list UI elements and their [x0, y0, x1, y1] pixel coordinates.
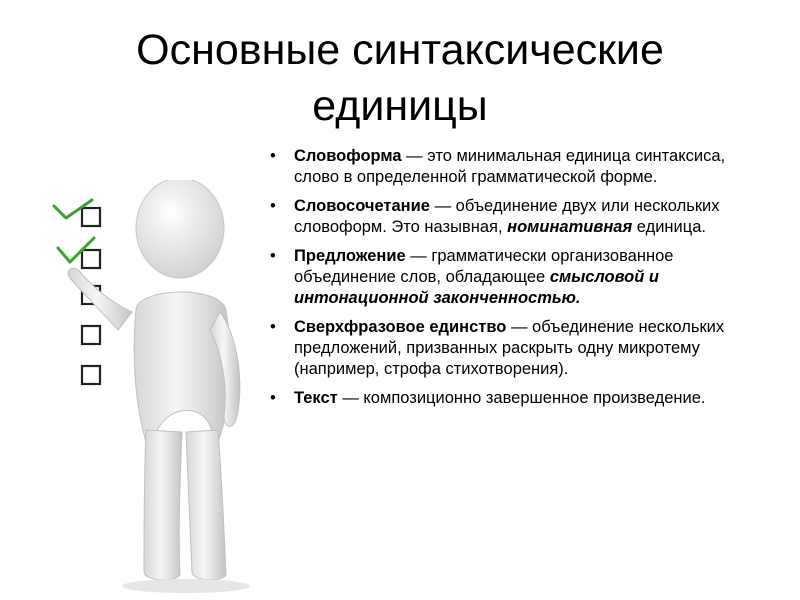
checkbox-empty-icon — [82, 366, 100, 384]
definition: — это минимальная единица синтаксиса, слово в определенной грамматической форме. — [294, 147, 726, 186]
figure-with-checklist-illustration — [40, 180, 260, 600]
emphasis: номинативная — [507, 218, 633, 236]
checkbox-checked-icon — [82, 250, 100, 268]
figure-shadow — [122, 579, 250, 593]
definition: — объединение нескольких предложений, призванных раскрыть одну микротему (например, строфа стихотворения). — [294, 318, 725, 378]
figure-leg-left — [144, 430, 182, 580]
figure-body — [134, 292, 230, 442]
definition: — грамматически организованное объединение слов, обладающее — [294, 247, 674, 286]
definition-list — [268, 146, 768, 417]
title-line-2: единицы — [312, 82, 488, 130]
term: Словоформа — [294, 147, 402, 165]
list-item: • Словоформа — это минимальная единица синтаксиса, слово в определенной грамматической форме. — [270, 147, 726, 186]
list-item: • Текст — композиционно завершенное произведение. — [270, 389, 706, 407]
check-marks — [54, 200, 94, 262]
figure-arm — [68, 268, 132, 330]
title-line-1: Основные синтаксические — [136, 26, 664, 74]
definition: — композиционно завершенное произведение. — [337, 389, 706, 407]
definition: — объединение двух или нескольких словоформ. Это назывная, — [294, 197, 720, 236]
list-item: • Предложение — грамматически организованное объединение слов, обладающее смысловой и интонационной законченностью. — [270, 247, 674, 307]
figure-head — [136, 180, 224, 278]
term: Предложение — [294, 247, 406, 265]
slide-title — [40, 22, 760, 134]
definition: единица. — [632, 218, 706, 236]
checkbox-empty-icon — [82, 326, 100, 344]
list-item: • Словосочетание — объединение двух или нескольких словоформ. Это назывная, номинативная единица. — [270, 197, 720, 236]
figure-leg-right — [186, 430, 226, 580]
term: Текст — [294, 389, 338, 407]
emphasis: смысловой и интонационной законченностью. — [294, 268, 659, 307]
list-item: • Сверхфразовое единство — объединение нескольких предложений, призванных раскрыть одну микротему (например, строфа стихотворения). — [270, 318, 725, 378]
term: Сверхфразовое единство — [294, 318, 507, 336]
checkbox-checked-icon — [82, 208, 100, 226]
term: Словосочетание — [294, 197, 430, 215]
